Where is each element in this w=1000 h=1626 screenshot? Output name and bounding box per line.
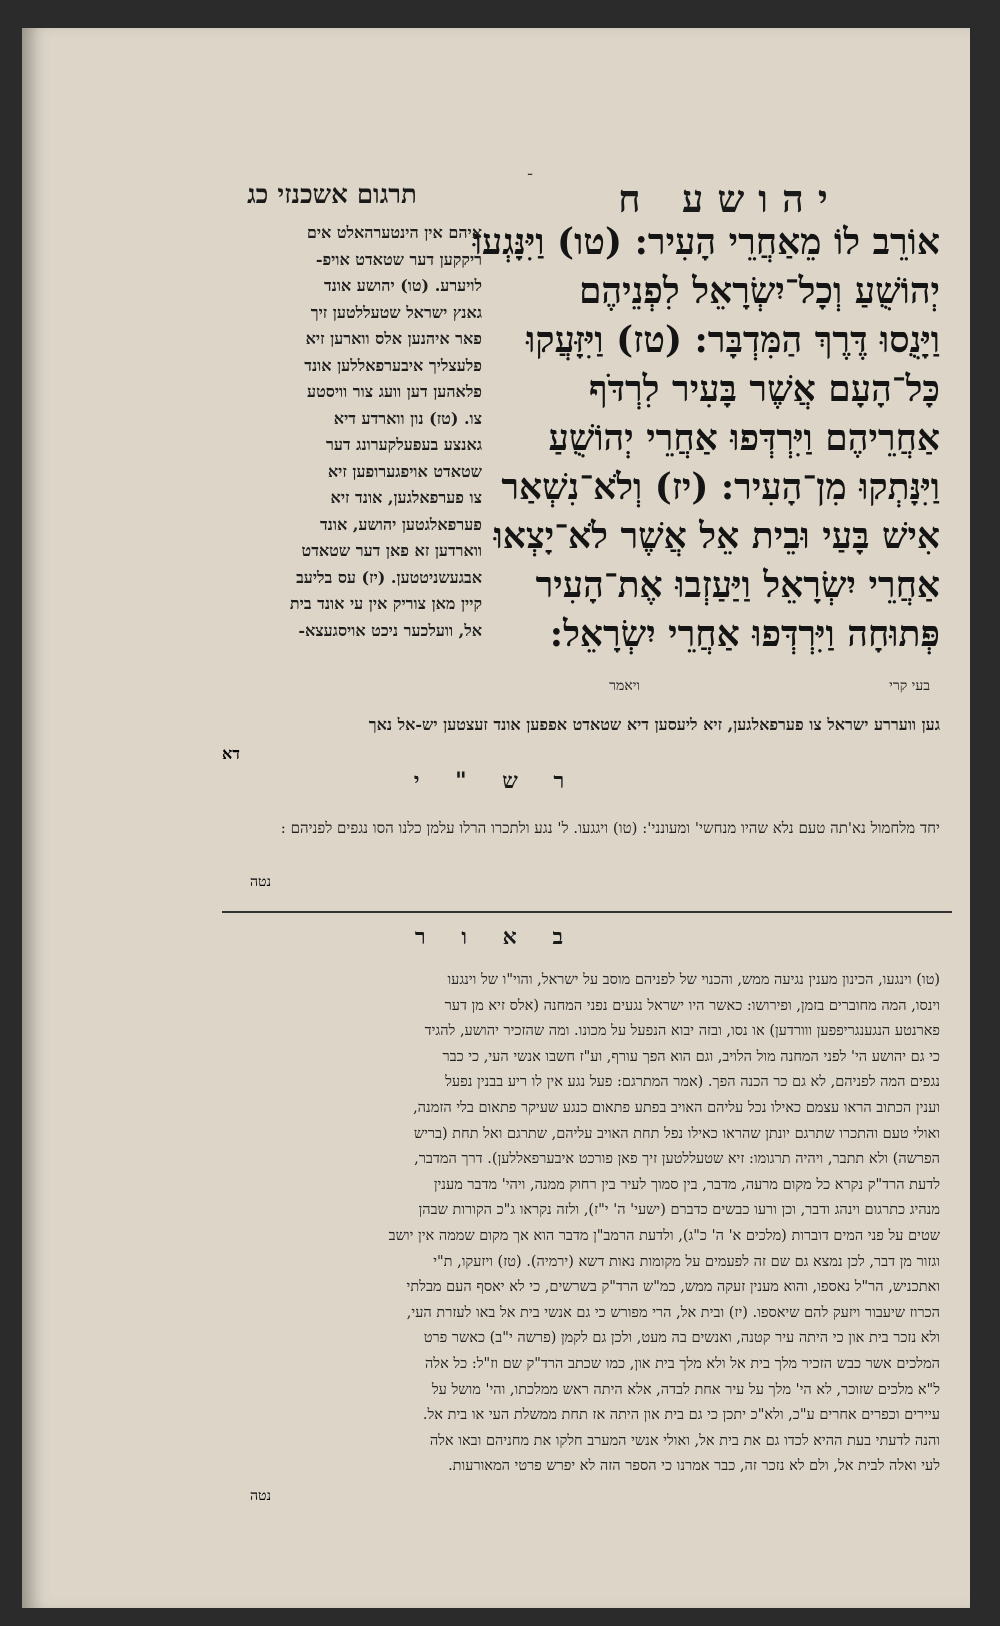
translation-line: פלאהען דען וועג צור וויסטע (307, 382, 482, 401)
translation-line: אל, וועלכער ניכט אויסגעצא- (298, 620, 482, 640)
rashi-heading: ר ש " י (413, 768, 579, 794)
beur-line: וגזור מן דבר, לכן נמצא גם שם זה לפעמים על מקומות נאות דשא (ירמיה). (טז) ויזעקו, ת"י (433, 1253, 940, 1270)
beur-line: המלכים אשר כבש הזכיר מלך בית אל ולא מלך בית און, כמו שכתב הרד"ק שם וז"ל: כל אלה (424, 1355, 940, 1372)
beur-line: מנהיג כתרגום וינהג ודבר, וכן ורעו כבשים כדברם (ישעי' ה' י"ז), ולזה נקראו ג"כ הקורות שבהן (418, 1202, 940, 1219)
rashi-catchword: נטה (250, 874, 272, 890)
translation-line: פאר איהנען אלס ווארען זיא (305, 329, 482, 348)
beur-line: ואתכניש, הר"ל נאספו, והוא מענין זעקה ממש, כמ"ש הרד"ק בשרשים, כי לא יאסף העם מבלתי (406, 1279, 940, 1296)
translation-line: אבגעשניטטען. (יז) עס בליעב (296, 567, 482, 587)
keri-left: ויאמר (609, 678, 640, 694)
beur-line: וענין הכתוב הראו עצמם כאילו נכל עליהם האויב בפתע פתאום כנגע שעיקר פתאום בלי הזמנה, (413, 1099, 940, 1116)
book-page (22, 28, 970, 1608)
beur-heading: ב א ו ר (414, 924, 578, 950)
main-text-line: אוֹרֵב לוֹ מֵאַחֲרֵי הָעִיר: (טו) וַיִּנָּגְעוּ (472, 221, 940, 263)
beur-line: ואולי טעם והתכרו שתרגם יונתן שהראו כאילו נפל תחת האויב עליהם, שתרגם ואל תחת (בריש (413, 1125, 940, 1142)
beur-line: לדעת הרד"ק נקרא כל מקום מרעה, מדבר, בין סמוך לעיר בין רחוק ממנה, ויהי' מדבר מענין (433, 1176, 940, 1193)
translation-line: גאנצע בעפעלקערונג דער (325, 435, 482, 454)
main-text-line: פְּתוּחָה וַיִּרְדְּפוּ אַחֲרֵי יִשְׂרָאֵל: (549, 613, 940, 655)
translation-line: פערפאלגטען יהושע, אונד (319, 514, 482, 534)
main-text-line: יְהוֹשֻׁעַ וְכָל־יִשְׂרָאֵל לִפְנֵיהֶם (578, 270, 940, 312)
beur-line: הכרוז שיעבור ויזעק להם שיאספו. (יז) ובית אל, הרי מפורש כי גם אנשי בית אל באו לעזרת העי, (406, 1304, 940, 1321)
main-text-line: אִישׁ בָּעַי וּבֵית אֵל אֲשֶׁר לֹא־יָצְאוּ (493, 515, 940, 557)
running-head-translation: תרגום אשכנזי כג (247, 180, 417, 210)
beur-line: שטים על פני המים דוברות (מלכים א' ה' כ"ג), ולדעת הרמב"ן מדבר הוא אך מקום שממה אין יושב (388, 1227, 940, 1244)
translation-line: קיין מאן צוריק אין עי אונד בית (289, 594, 482, 613)
beur-line: עיירים וכפרים אחרים ע"כ, ולא"כ יתכן כי גם בית און היתה אז תחת ממשלת העי או בית אל. (422, 1407, 940, 1424)
beur-line: והנה לדעתי בעת ההיא לכדו גם את בית אל, ואולי אנשי המערב חלקו את מחניהם ובאו אלה (429, 1432, 940, 1449)
beur-line: כי גם יהושע הי' לפני המחנה מול הלויב, וגם הוא הפך עורף, וע"ז חשבו אנשי העי, כי כבר (442, 1048, 940, 1065)
main-text-line: כָּל־הָעָם אֲשֶׁר בָּעִיר לִרְדֹּף (589, 368, 940, 410)
beur-line: פארנטע הנגענגריפפען ווורדען) או נסו, ובזה יבוא הנפעל על מכונו. ומה שהזכיר יהושע, להגיד (424, 1023, 940, 1040)
keri-right: בעי קרי (889, 678, 930, 694)
translation-line: איהם אין הינטערהאלט אים (306, 223, 482, 242)
translation-line: שטאדט אויפגערופען זיא (327, 461, 482, 481)
main-text-column (472, 218, 940, 659)
beur-text (170, 968, 940, 1480)
beur-line: נגפים המה לפניהם, לא גם כר הכנה הפך. (אמר המתרגם: פעל נגע אין לו ריע בבנין נפעל (445, 1074, 940, 1091)
rashi-text: יחד מלחמול נא'תה טעם נלא שהיו מנחשי' ומעונני': (טו) ויגגעו. ל' נגע ולתכרו הרלו עלמן כלנו הסו נגפים לפניהם : (280, 819, 940, 837)
beur-line: הפרשה) ולא תתבר, ויהיה תרגומו: זיא שטעללטען זיך פאן פורכט איבערפאללען). דרך המדבר, (414, 1151, 940, 1168)
translation-line: לויערע. (טו) יהושע אונד (323, 276, 482, 295)
translation-line: ווארדען זא פאן דער שטאדט (301, 541, 482, 560)
translation-line: ריקקען דער שטאדט אויפ- (315, 249, 482, 269)
translation-column (212, 220, 482, 644)
translation-line: גאנץ ישראל שטעללטען זיך (310, 302, 482, 322)
beur-line: (טו) וינגעו, הכינון מענין נגיעה ממש, והכנוי של לפניהם מוסב על ישראל, והוי"ו של וינגעו (447, 972, 940, 988)
section-divider (222, 911, 952, 913)
translation-line: פלעצליך איבערפאללען אונד (304, 355, 482, 375)
beur-catchword: נטה (250, 1488, 272, 1504)
beur-line: וינסו, המה מחוברים בזמן, ופירושו: כאשר היו ישראל נגעים נפני המחנה (אלס זיא מן דער (444, 997, 940, 1014)
main-text-line: אַחֲרֵיהֶם וַיִּרְדְּפוּ אַחֲרֵי יְהוֹשֻׁעַ (548, 417, 940, 459)
main-text-line: וַיִּנָּתְקוּ מִן־הָעִיר: (יז) וְלֹא־נִשְׁאַר (501, 466, 940, 508)
beur-line: לעי ואלה לבית אל, ולם לא נזכר זה, כבר אמרנו כי הספר הזה לא יפרש פרטי המאורעות. (448, 1458, 940, 1475)
translation-line: צו פערפאלגען, אונד זיא (330, 488, 482, 507)
beur-line: ולא נזכר בית און כי היתה עיר קטנה, ואנשים בה מעט, ולכן גם לקמן (פרשה י"ב) כאשר פרט (423, 1330, 940, 1347)
running-head-book: יהושע ח (618, 176, 842, 221)
main-text-line: אַחֲרֵי יִשְׂרָאֵל וַיַּעַזְבוּ אֶת־הָעִיר (535, 564, 940, 606)
main-text-line: וַיָּנֻסוּ דֶּרֶךְ הַמִּדְבָּר: (טז) וַיִּזָּעֲקוּ (526, 319, 940, 361)
translation-line: צו. (טז) נון ווארדע דיא (333, 408, 482, 428)
signature-mark: ـ (528, 163, 533, 179)
beur-line: ל"א מלכים שזוכר, לא הי' מלך על עיר אחת לבדה, אלא היתה ראש ממלכתו, והי' מושל על (431, 1381, 940, 1398)
translation-catchword: דא (222, 744, 240, 763)
translation-full-line: גען וועררע ישראל צו פערפאלגען, זיא ליעסען דיא שטאדט אפפען אונד זעצטען יש-אל נאך (368, 715, 940, 734)
